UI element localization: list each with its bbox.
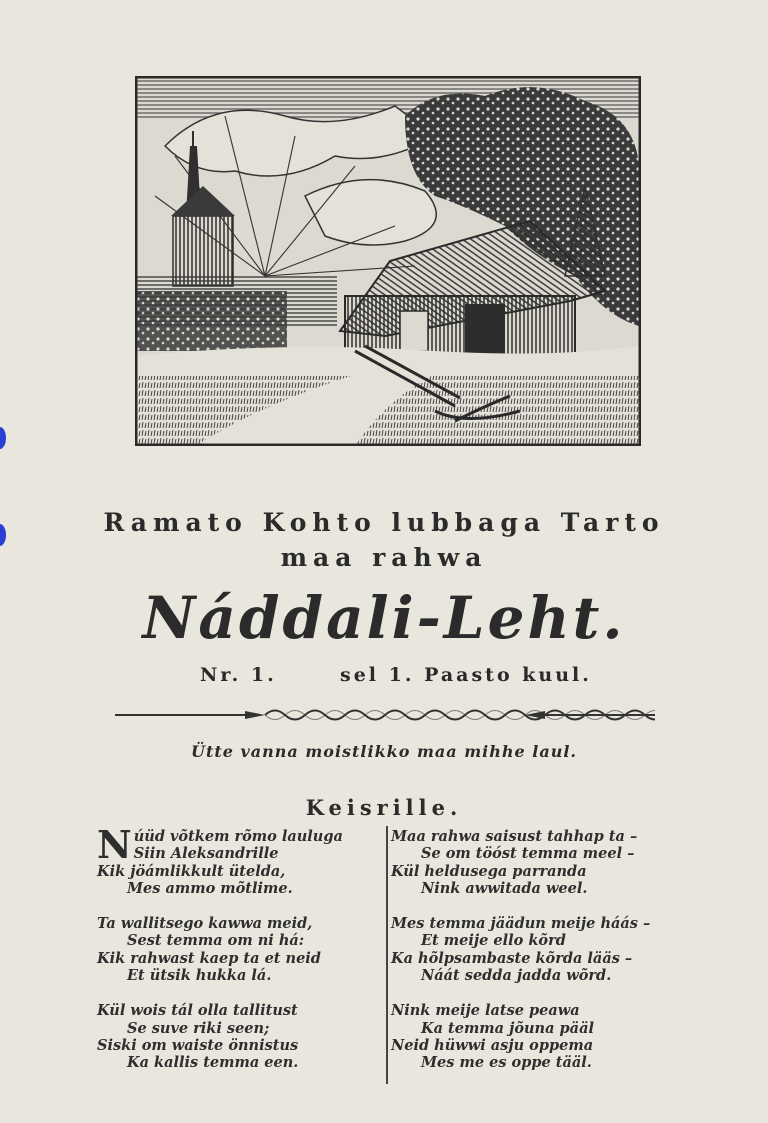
stanza [97,822,377,897]
verse-line: Mes me es oppe tääl. [421,1054,592,1072]
verse-line: Siski om waiste önnistus [97,1036,299,1054]
decorative-rule [115,700,655,730]
poem-column-right [391,828,681,1090]
verse-line: Mes temma jäädun meije háás – [391,915,651,933]
permission-line-1: Ramato Kohto lubbaga Tarto [103,508,665,537]
issue-date: sel 1. Paasto kuul. [340,664,592,686]
issue-info [200,664,620,696]
verse-line: Se suve riki seen; [127,1019,270,1037]
stanza [97,1002,377,1071]
verse-line: Nink meije latse peawa [391,1002,580,1020]
verse-line: Nink awwitada weel. [421,879,588,897]
permission-line-2: maa rahwa [280,543,488,572]
village-woodcut-illustration [135,76,641,446]
stanza [391,915,681,984]
stanza [391,828,681,897]
verse-line: Mes ammo mõtlime. [127,879,293,897]
verse-line: Kik rahwast kaep ta et neid [97,949,321,967]
verse-line: Kik jöámlikkult ütelda, [97,862,286,880]
verse-line: Ka temma jõuna pääl [421,1019,594,1037]
stanza [97,915,377,984]
verse-line: Et meije ello kõrd [421,932,566,950]
verse-line: úüd võtkem rõmo lauluga [133,828,343,845]
verse-line: Siin Aleksandrille [133,845,279,863]
verse-line: Se om töóst temma meel – [421,845,635,863]
drop-cap-initial: N [97,822,132,867]
margin-marker-top [0,427,6,449]
verse-line: Sest temma om ni há: [127,932,305,950]
verse-line: Et ütsik hukka lá. [127,967,272,985]
issue-number: Nr. 1. [200,664,277,686]
verse-line: Neid hüwwi asju oppema [391,1036,594,1054]
verse-line: Ka kallis temma een. [127,1054,299,1072]
verse-line: Náát sedda jadda wõrd. [421,967,612,985]
column-divider [386,826,388,1084]
verse-line: Ka hõlpsambaste kõrda lääs – [391,949,633,967]
stanza [391,1002,681,1071]
verse-line: Maa rahwa saisust tahhap ta – [391,828,638,845]
newspaper-title: Náddali-Leht. [142,584,626,652]
poem-column-left [97,822,377,1090]
verse-line: Kül wois tál olla tallitust [97,1002,298,1020]
verse-line: Ta wallitsego kawwa meid, [97,915,313,933]
song-title: Ütte vanna moistlikko maa mihhe laul. [191,742,577,761]
section-title: Keisrille. [305,795,463,820]
verse-line: Kül heldusega parranda [391,862,587,880]
